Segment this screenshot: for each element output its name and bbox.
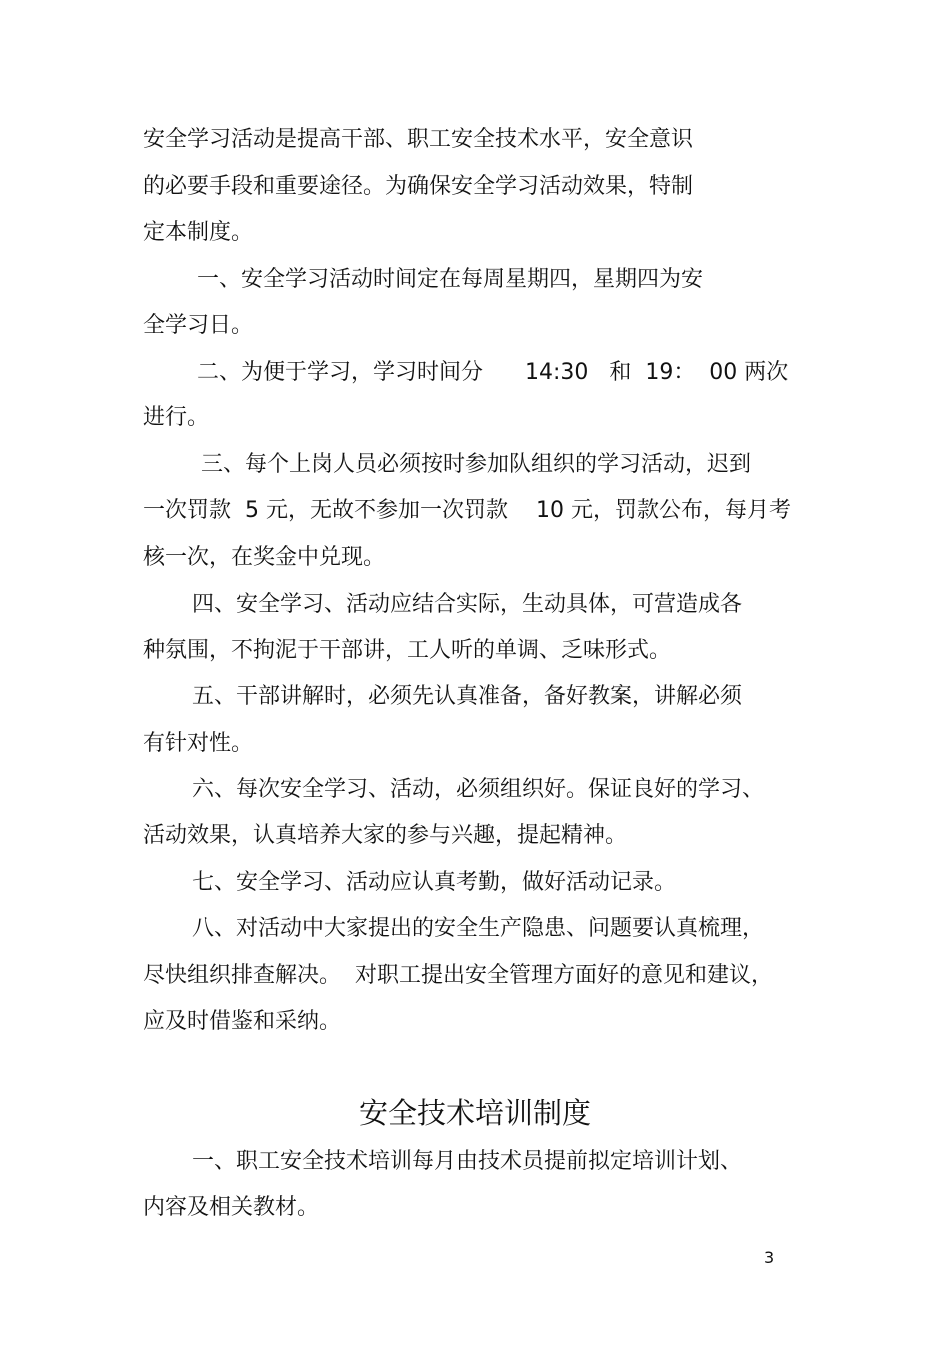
item-8-line-3: 应及时借鉴和采纳。 (143, 1009, 342, 1034)
item-2-line-1: 二、为便于学习，学习时间分 14:30 和 19： 00 两次 (197, 360, 789, 385)
intro-line-2: 的必要手段和重要途径。为确保安全学习活动效果，特制 (143, 174, 694, 199)
item-4-line-1: 四、安全学习、活动应结合实际，生动具体，可营造成各 (192, 592, 743, 617)
item-5-line-1: 五、干部讲解时，必须先认真准备，备好教案，讲解必须 (192, 684, 743, 709)
section-title: 安全技术培训制度 (358, 1096, 591, 1130)
section2-line-1: 一、职工安全技术培训每月由技术员提前拟定培训计划、 (192, 1149, 743, 1174)
item-4-line-2: 种氛围，不拘泥于干部讲，工人听的单调、乏味形式。 (143, 638, 672, 663)
intro-line-3: 定本制度。 (143, 220, 254, 245)
item-6-line-1: 六、每次安全学习、活动，必须组织好。保证良好的学习、 (192, 777, 765, 802)
item-2-line-2: 进行。 (143, 405, 210, 430)
item-8-line-2: 尽快组织排查解决。 对职工提出安全管理方面好的意见和建议， (143, 963, 773, 988)
item-3-line-3: 核一次，在奖金中兑现。 (143, 545, 386, 570)
item-5-line-2: 有针对性。 (143, 731, 254, 756)
page-number: 3 (764, 1248, 775, 1267)
item-3-line-1: 三、每个上岗人员必须按时参加队组织的学习活动，迟到 (201, 452, 752, 477)
item-1-line-2: 全学习日。 (143, 313, 254, 338)
intro-line-1: 安全学习活动是提高干部、职工安全技术水平，安全意识 (143, 127, 694, 152)
item-7-line-1: 七、安全学习、活动应认真考勤，做好活动记录。 (192, 870, 677, 895)
section2-line-2: 内容及相关教材。 (143, 1195, 320, 1220)
item-6-line-2: 活动效果，认真培养大家的参与兴趣，提起精神。 (143, 823, 628, 848)
item-1-line-1: 一、安全学习活动时间定在每周星期四，星期四为安 (197, 267, 704, 292)
item-8-line-1: 八、对活动中大家提出的安全生产隐患、问题要认真梳理， (192, 916, 765, 941)
item-3-line-2: 一次罚款 5 元，无故不参加一次罚款 10 元，罚款公布，每月考 (143, 498, 791, 523)
